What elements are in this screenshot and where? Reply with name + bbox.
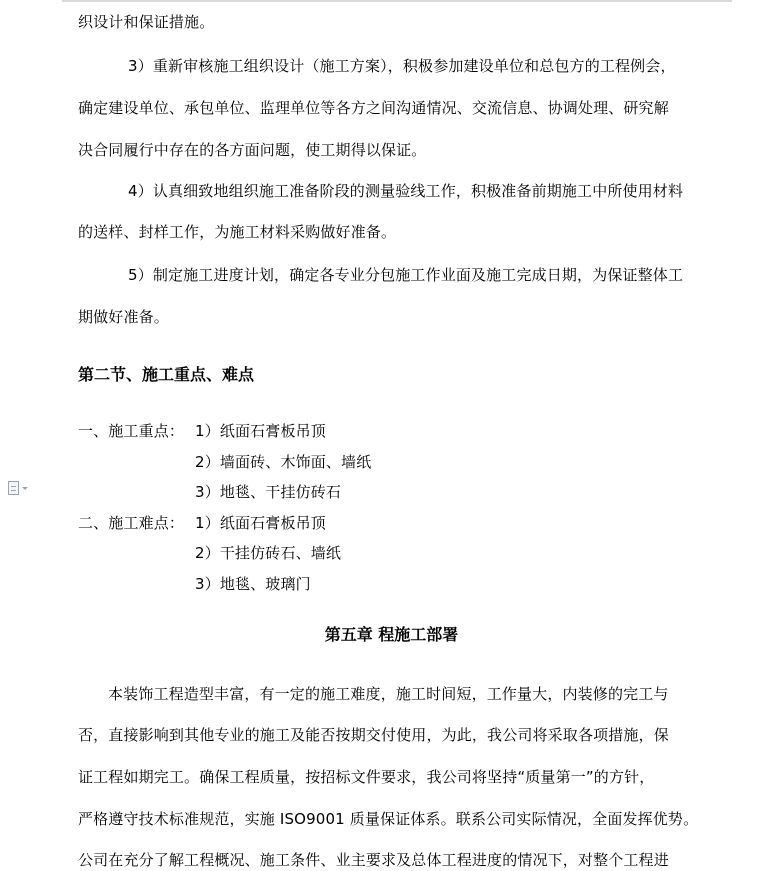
chapter-title: 第五章 程施工部署 <box>324 625 459 644</box>
list-item: 1）纸面石膏板吊顶 <box>195 514 326 532</box>
chevron-down-icon <box>22 487 28 490</box>
list-item: 3）地毯、玻璃门 <box>195 575 311 593</box>
document-icon <box>8 481 19 495</box>
paragraph-line: 4）认真细致地组织施工准备阶段的测量验线工作，积极准备前期施工中所使用材料 <box>128 182 684 200</box>
paragraph-line: 5）制定施工进度计划，确定各专业分包施工作业面及施工完成日期，为保证整体工 <box>128 266 684 284</box>
paragraph-line: 期做好准备。 <box>78 308 169 326</box>
list-item: 1）纸面石膏板吊顶 <box>195 422 326 440</box>
paragraph-line: 本装饰工程造型丰富，有一定的施工难度，施工时间短，工作量大，内装修的完工与 <box>108 685 669 703</box>
paragraph-line: 否，直接影响到其他专业的施工及能否按期交付使用，为此，我公司将采取各项措施，保 <box>78 726 669 744</box>
paragraph-line: 公司在充分了解工程概况、施工条件、业主要求及总体工程进度的情况下，对整个工程进 <box>78 851 669 869</box>
paragraph-line: 严格遵守技术标准规范，实施 ISO9001 质量保证体系。联系公司实际情况，全面发挥优势。 <box>78 810 699 828</box>
paragraph-line: 的送样、封样工作，为施工材料采购做好准备。 <box>78 223 397 241</box>
section-heading: 第二节、施工重点、难点 <box>78 365 255 384</box>
list-item: 2）墙面砖、木饰面、墙纸 <box>195 453 372 471</box>
document-paragraph-icon[interactable] <box>8 479 42 497</box>
difficult-points-label: 二、施工难点： <box>78 514 185 532</box>
paragraph-line: 织设计和保证措施。 <box>78 13 215 31</box>
paragraph-line: 确定建设单位、承包单位、监理单位等各方之间沟通情况、交流信息、协调处理、研究解 <box>78 99 669 117</box>
paragraph-line: 证工程如期完工。确保工程质量，按招标文件要求，我公司将坚持“质量第一”的方针， <box>78 768 655 786</box>
key-points-label: 一、施工重点： <box>78 422 185 440</box>
paragraph-line: 3）重新审核施工组织设计（施工方案），积极参加建设单位和总包方的工程例会， <box>128 57 676 75</box>
paragraph-line: 决合同履行中存在的各方面问题，使工期得以保证。 <box>78 141 427 159</box>
list-item: 3）地毯、干挂仿砖石 <box>195 483 342 501</box>
list-item: 2）干挂仿砖石、墙纸 <box>195 544 342 562</box>
